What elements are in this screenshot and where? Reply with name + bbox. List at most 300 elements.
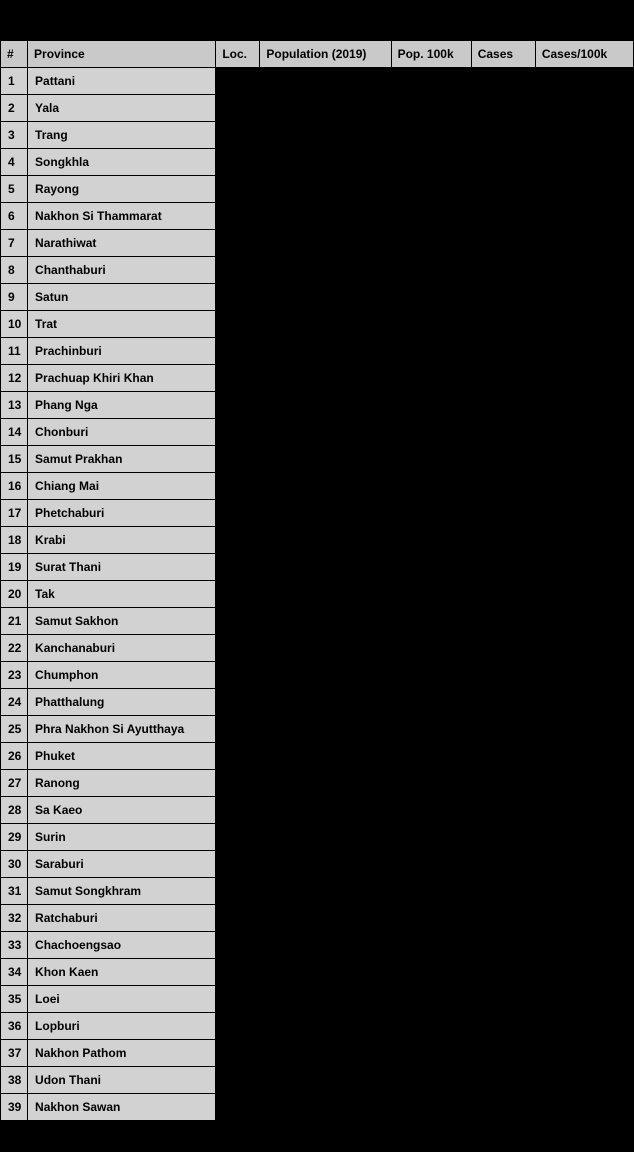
cell-province: Phuket [28,743,216,770]
cell-number: 27 [1,770,28,797]
cell-loc [216,851,260,878]
cell-number: 16 [1,473,28,500]
cell-loc [216,527,260,554]
cell-population [260,311,391,338]
cell-number: 32 [1,905,28,932]
cell-province: Nakhon Sawan [28,1094,216,1121]
cell-pop-100k [391,1013,471,1040]
cell-cases [471,1040,535,1067]
cell-province: Kanchanaburi [28,635,216,662]
table-row[interactable] [1,1067,634,1094]
cell-population [260,284,391,311]
cell-cases-per-100k [535,1067,633,1094]
column-header-population[interactable]: Population (2019) [260,41,391,68]
cell-province: Tak [28,581,216,608]
cell-cases [471,770,535,797]
cell-number: 18 [1,527,28,554]
cell-province: Phra Nakhon Si Ayutthaya [28,716,216,743]
cell-cases [471,68,535,95]
cell-loc [216,932,260,959]
cell-loc [216,1067,260,1094]
cell-pop-100k [391,473,471,500]
cell-cases-per-100k [535,608,633,635]
cell-cases [471,797,535,824]
cell-loc [216,581,260,608]
cell-cases-per-100k [535,311,633,338]
cell-cases-per-100k [535,878,633,905]
cell-province: Chumphon [28,662,216,689]
table-row[interactable] [1,716,634,743]
table-row[interactable] [1,122,634,149]
cell-population [260,392,391,419]
cell-cases [471,581,535,608]
cell-number: 3 [1,122,28,149]
cell-cases [471,689,535,716]
cell-cases [471,473,535,500]
cell-cases [471,1067,535,1094]
column-header-province[interactable]: Province [28,41,216,68]
cell-population [260,1040,391,1067]
cell-province: Ranong [28,770,216,797]
cell-cases-per-100k [535,662,633,689]
cell-cases-per-100k [535,932,633,959]
cell-number: 30 [1,851,28,878]
cell-population [260,662,391,689]
table-header [1,41,634,68]
cell-province: Yala [28,95,216,122]
cell-cases-per-100k [535,392,633,419]
table-row[interactable] [1,1013,634,1040]
cell-loc [216,122,260,149]
cell-number: 31 [1,878,28,905]
cell-population [260,68,391,95]
cell-number: 5 [1,176,28,203]
table-body [1,68,634,1121]
cell-province: Lopburi [28,1013,216,1040]
cell-cases [471,662,535,689]
cell-pop-100k [391,122,471,149]
cell-loc [216,905,260,932]
cell-population [260,122,391,149]
cell-loc [216,446,260,473]
cell-population [260,716,391,743]
cell-population [260,743,391,770]
cell-cases [471,419,535,446]
cell-population [260,554,391,581]
cell-number: 24 [1,689,28,716]
cell-loc [216,662,260,689]
cell-number: 28 [1,797,28,824]
cell-cases-per-100k [535,338,633,365]
cell-province: Samut Songkhram [28,878,216,905]
table-row[interactable] [1,500,634,527]
cell-cases [471,284,535,311]
table-row[interactable] [1,338,634,365]
cell-cases [471,986,535,1013]
cell-population [260,986,391,1013]
cell-cases-per-100k [535,689,633,716]
cell-province: Nakhon Si Thammarat [28,203,216,230]
cell-province: Phang Nga [28,392,216,419]
cell-pop-100k [391,635,471,662]
cell-population [260,1067,391,1094]
table-row[interactable] [1,608,634,635]
cell-province: Pattani [28,68,216,95]
cell-loc [216,554,260,581]
cell-cases-per-100k [535,824,633,851]
cell-cases-per-100k [535,797,633,824]
cell-number: 34 [1,959,28,986]
cell-pop-100k [391,716,471,743]
cell-cases-per-100k [535,95,633,122]
cell-cases-per-100k [535,203,633,230]
cell-province: Trang [28,122,216,149]
cell-pop-100k [391,608,471,635]
cell-pop-100k [391,1094,471,1121]
cell-cases-per-100k [535,230,633,257]
cell-number: 21 [1,608,28,635]
cell-loc [216,959,260,986]
table-row[interactable] [1,797,634,824]
cell-cases-per-100k [535,986,633,1013]
table-row[interactable] [1,284,634,311]
table-row[interactable] [1,959,634,986]
cell-number: 13 [1,392,28,419]
cell-pop-100k [391,824,471,851]
cell-cases [471,176,535,203]
cell-pop-100k [391,527,471,554]
cell-province: Songkhla [28,149,216,176]
cell-cases [471,95,535,122]
cell-population [260,905,391,932]
cell-number: 2 [1,95,28,122]
cell-loc [216,743,260,770]
cell-pop-100k [391,851,471,878]
cell-loc [216,284,260,311]
table-row[interactable] [1,770,634,797]
cell-pop-100k [391,257,471,284]
cell-cases [471,365,535,392]
table-row[interactable] [1,311,634,338]
cell-cases-per-100k [535,419,633,446]
table-row[interactable] [1,419,634,446]
cell-population [260,608,391,635]
cell-cases-per-100k [535,581,633,608]
cell-province: Surat Thani [28,554,216,581]
cell-pop-100k [391,95,471,122]
cell-loc [216,149,260,176]
cell-pop-100k [391,986,471,1013]
cell-pop-100k [391,689,471,716]
cell-number: 33 [1,932,28,959]
cell-province: Khon Kaen [28,959,216,986]
column-header-cases-100k[interactable]: Cases/100k [535,41,633,68]
cell-pop-100k [391,1040,471,1067]
cell-population [260,473,391,500]
cell-pop-100k [391,68,471,95]
cell-province: Satun [28,284,216,311]
cell-province: Prachinburi [28,338,216,365]
cell-loc [216,1013,260,1040]
cell-population [260,446,391,473]
table-row[interactable] [1,473,634,500]
cell-cases-per-100k [535,959,633,986]
table-row[interactable] [1,203,634,230]
column-header-number[interactable]: # [1,41,28,68]
cell-loc [216,500,260,527]
cell-population [260,419,391,446]
cell-number: 37 [1,1040,28,1067]
table-row[interactable] [1,257,634,284]
cell-loc [216,689,260,716]
cell-pop-100k [391,905,471,932]
table-row[interactable] [1,662,634,689]
cell-province: Ratchaburi [28,905,216,932]
cell-cases [471,635,535,662]
cell-population [260,878,391,905]
table-row[interactable] [1,392,634,419]
cell-loc [216,473,260,500]
cell-cases-per-100k [535,284,633,311]
cell-loc [216,419,260,446]
cell-pop-100k [391,932,471,959]
table-row[interactable] [1,95,634,122]
cell-pop-100k [391,959,471,986]
cell-pop-100k [391,149,471,176]
table-row[interactable] [1,689,634,716]
cell-population [260,338,391,365]
cell-pop-100k [391,365,471,392]
cell-cases-per-100k [535,149,633,176]
table-row[interactable] [1,68,634,95]
cell-cases [471,149,535,176]
cell-cases-per-100k [535,365,633,392]
cell-population [260,500,391,527]
cell-loc [216,365,260,392]
table-row[interactable] [1,581,634,608]
table-row[interactable] [1,176,634,203]
cell-population [260,1013,391,1040]
cell-loc [216,608,260,635]
table-row[interactable] [1,230,634,257]
cell-pop-100k [391,446,471,473]
cell-cases [471,905,535,932]
cell-number: 39 [1,1094,28,1121]
cell-province: Chiang Mai [28,473,216,500]
cell-cases-per-100k [535,257,633,284]
cell-population [260,527,391,554]
cell-pop-100k [391,581,471,608]
cell-number: 6 [1,203,28,230]
cell-pop-100k [391,878,471,905]
cell-province: Phatthalung [28,689,216,716]
cell-loc [216,986,260,1013]
cell-cases-per-100k [535,554,633,581]
cell-pop-100k [391,743,471,770]
cell-population [260,797,391,824]
cell-population [260,581,391,608]
cell-cases [471,878,535,905]
cell-pop-100k [391,176,471,203]
table-row[interactable] [1,878,634,905]
cell-province: Trat [28,311,216,338]
cell-loc [216,95,260,122]
cell-number: 36 [1,1013,28,1040]
table-row[interactable] [1,635,634,662]
table-row[interactable] [1,365,634,392]
column-header-cases[interactable]: Cases [471,41,535,68]
cell-number: 15 [1,446,28,473]
cell-province: Samut Prakhan [28,446,216,473]
cell-loc [216,176,260,203]
cell-province: Narathiwat [28,230,216,257]
cell-loc [216,68,260,95]
column-header-loc[interactable]: Loc. [216,41,260,68]
table-row[interactable] [1,554,634,581]
cell-cases [471,1013,535,1040]
cell-pop-100k [391,554,471,581]
table-row[interactable] [1,932,634,959]
cell-cases-per-100k [535,473,633,500]
cell-loc [216,635,260,662]
cell-loc [216,824,260,851]
cell-number: 35 [1,986,28,1013]
cell-pop-100k [391,338,471,365]
cell-cases-per-100k [535,176,633,203]
cell-pop-100k [391,284,471,311]
cell-cases [471,554,535,581]
cell-province: Loei [28,986,216,1013]
cell-pop-100k [391,662,471,689]
cell-loc [216,203,260,230]
cell-province: Rayong [28,176,216,203]
cell-province: Udon Thani [28,1067,216,1094]
cell-cases-per-100k [535,1013,633,1040]
table-row[interactable] [1,905,634,932]
cell-number: 10 [1,311,28,338]
cell-cases-per-100k [535,527,633,554]
cell-pop-100k [391,203,471,230]
cell-loc [216,797,260,824]
cell-cases [471,527,535,554]
cell-pop-100k [391,419,471,446]
cell-loc [216,1040,260,1067]
cell-pop-100k [391,392,471,419]
cell-loc [216,1094,260,1121]
cell-cases [471,230,535,257]
cell-cases-per-100k [535,446,633,473]
province-table-container [0,40,634,1121]
cell-province: Samut Sakhon [28,608,216,635]
cell-cases-per-100k [535,905,633,932]
cell-province: Nakhon Pathom [28,1040,216,1067]
cell-province: Phetchaburi [28,500,216,527]
cell-population [260,770,391,797]
cell-loc [216,257,260,284]
cell-loc [216,770,260,797]
cell-cases [471,500,535,527]
cell-loc [216,230,260,257]
cell-number: 14 [1,419,28,446]
cell-number: 20 [1,581,28,608]
cell-population [260,932,391,959]
table-row[interactable] [1,743,634,770]
cell-cases [471,1094,535,1121]
cell-number: 29 [1,824,28,851]
cell-population [260,257,391,284]
cell-cases [471,932,535,959]
cell-loc [216,878,260,905]
cell-loc [216,716,260,743]
cell-population [260,365,391,392]
table-row[interactable] [1,527,634,554]
cell-cases-per-100k [535,122,633,149]
cell-number: 38 [1,1067,28,1094]
cell-population [260,176,391,203]
cell-cases-per-100k [535,743,633,770]
cell-population [260,959,391,986]
cell-province: Sa Kaeo [28,797,216,824]
table-row[interactable] [1,986,634,1013]
cell-cases-per-100k [535,770,633,797]
cell-number: 8 [1,257,28,284]
cell-cases-per-100k [535,851,633,878]
cell-number: 22 [1,635,28,662]
cell-pop-100k [391,500,471,527]
cell-cases-per-100k [535,68,633,95]
cell-population [260,635,391,662]
table-row[interactable] [1,149,634,176]
cell-population [260,95,391,122]
cell-population [260,230,391,257]
cell-cases [471,959,535,986]
cell-cases-per-100k [535,716,633,743]
cell-cases [471,743,535,770]
table-row[interactable] [1,851,634,878]
cell-cases-per-100k [535,1040,633,1067]
cell-number: 25 [1,716,28,743]
cell-population [260,689,391,716]
table-row[interactable] [1,824,634,851]
cell-number: 12 [1,365,28,392]
cell-cases [471,122,535,149]
column-header-pop-100k[interactable]: Pop. 100k [391,41,471,68]
cell-cases [471,446,535,473]
cell-cases [471,257,535,284]
table-row[interactable] [1,1040,634,1067]
cell-population [260,851,391,878]
cell-pop-100k [391,797,471,824]
cell-loc [216,338,260,365]
cell-number: 4 [1,149,28,176]
cell-cases [471,716,535,743]
cell-number: 23 [1,662,28,689]
cell-number: 9 [1,284,28,311]
cell-cases-per-100k [535,500,633,527]
cell-cases [471,311,535,338]
cell-pop-100k [391,1067,471,1094]
cell-population [260,203,391,230]
cell-population [260,149,391,176]
cell-cases-per-100k [535,635,633,662]
cell-province: Chonburi [28,419,216,446]
table-row[interactable] [1,446,634,473]
cell-cases [471,392,535,419]
cell-loc [216,392,260,419]
table-row[interactable] [1,1094,634,1121]
cell-province: Chachoengsao [28,932,216,959]
cell-number: 17 [1,500,28,527]
